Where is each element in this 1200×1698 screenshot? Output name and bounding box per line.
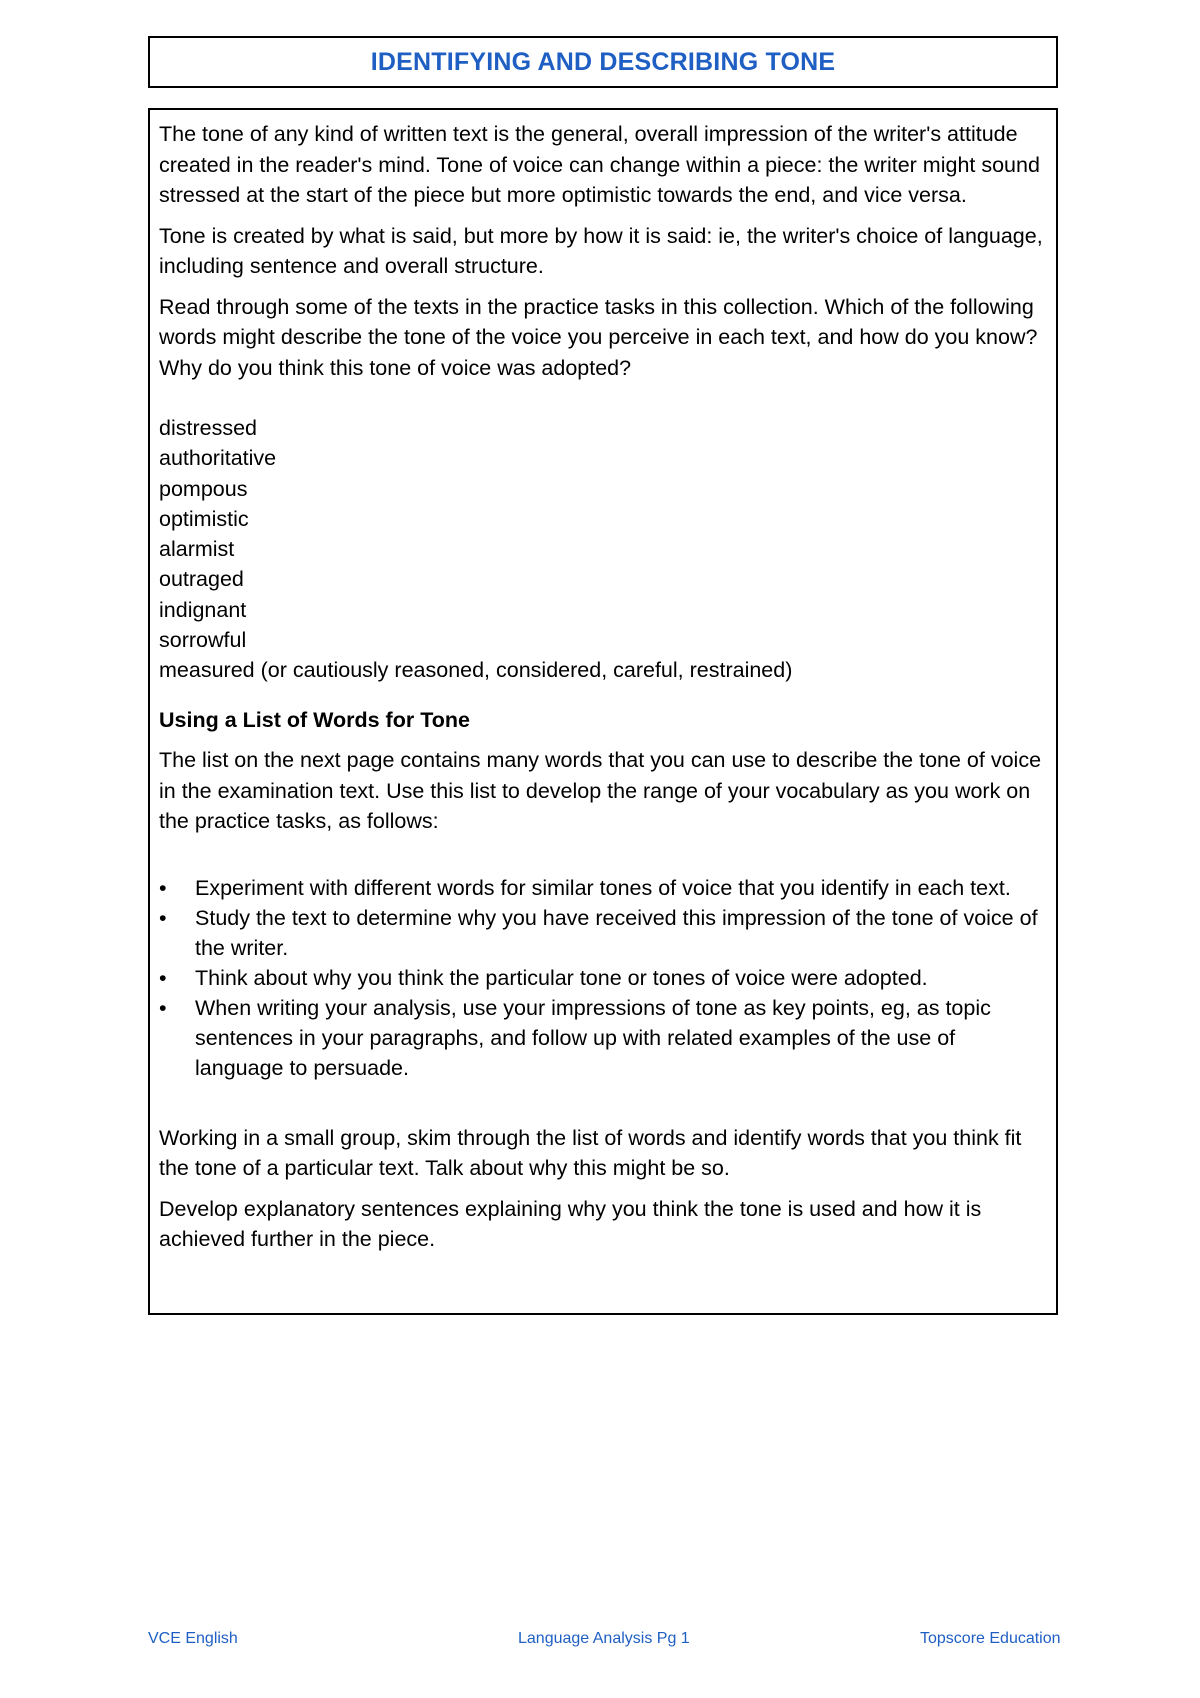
- content-box: [148, 108, 1058, 1315]
- tone-word: authoritative: [159, 446, 277, 471]
- bullet-text: Experiment with different words for similar tones of voice that you identify in each text.: [195, 875, 1011, 900]
- footer-left: VCE English: [148, 1630, 238, 1647]
- tone-word: outraged: [159, 567, 244, 592]
- title-box: [148, 36, 1058, 88]
- section-subheading: Using a List of Words for Tone: [159, 707, 470, 732]
- tone-word: indignant: [159, 597, 247, 622]
- bullet-text: Study the text to determine why you have received this impression of the tone of voice of the writer.: [195, 905, 1038, 960]
- intro-paragraph: The tone of any kind of written text is the general, overall impression of the writer's attitude created in the reader's mind. Tone of voice can change within a piece: the writer might sound stressed at the start of the piece but more optimistic towards the end, and vice versa.: [159, 122, 1040, 207]
- bullet-item: [159, 903, 1046, 963]
- tone-word: pompous: [159, 476, 248, 501]
- intro-paragraph: Tone is created by what is said, but more by how it is said: ie, the writer's choice of language, including sentence and overall structure.: [159, 223, 1043, 278]
- bullet-item: [159, 963, 1046, 993]
- instruction-bullets: [159, 873, 1046, 1083]
- closing-paragraph: Working in a small group, skim through the list of words and identify words that you think fit the tone of a particular text. Talk about why this might be so.: [159, 1125, 1022, 1181]
- intro-paragraph: Read through some of the texts in the practice tasks in this collection. Which of the following words might describe the tone of the voice you perceive in each text, and how do you know? Why do you think this tone of voice was adopted?: [159, 294, 1038, 380]
- bullet-icon: •: [159, 995, 167, 1020]
- footer-center: Language Analysis Pg 1: [518, 1630, 690, 1647]
- closing-paragraph: Develop explanatory sentences explaining why you think the tone is used and how it is achieved further in the piece.: [159, 1196, 982, 1252]
- bullet-text: When writing your analysis, use your impressions of tone as key points, eg, as topic sentences in your paragraphs, and follow up with related examples of the use of language to persuade.: [195, 995, 991, 1080]
- bullet-icon: •: [159, 875, 167, 900]
- bullet-item: [159, 873, 1046, 903]
- bullet-icon: •: [159, 905, 167, 930]
- tone-word: distressed: [159, 416, 257, 440]
- tone-word-list: [159, 413, 1046, 686]
- page-title: IDENTIFYING AND DESCRIBING TONE: [370, 47, 836, 76]
- bullet-icon: •: [159, 965, 167, 990]
- tone-word: sorrowful: [159, 628, 247, 653]
- bullet-text: Think about why you think the particular tone or tones of voice were adopted.: [195, 965, 928, 990]
- tone-word: alarmist: [159, 537, 235, 562]
- tone-word: optimistic: [159, 506, 249, 531]
- footer-right: Topscore Education: [920, 1630, 1061, 1647]
- tone-word: measured (or cautiously reasoned, considered, careful, restrained): [159, 658, 793, 683]
- bullet-item: [159, 993, 1046, 1083]
- list-intro-paragraph: The list on the next page contains many words that you can use to describe the tone of voice in the examination text. Use this list to develop the range of your vocabulary as you work on the practice tasks, as follows:: [159, 748, 1042, 834]
